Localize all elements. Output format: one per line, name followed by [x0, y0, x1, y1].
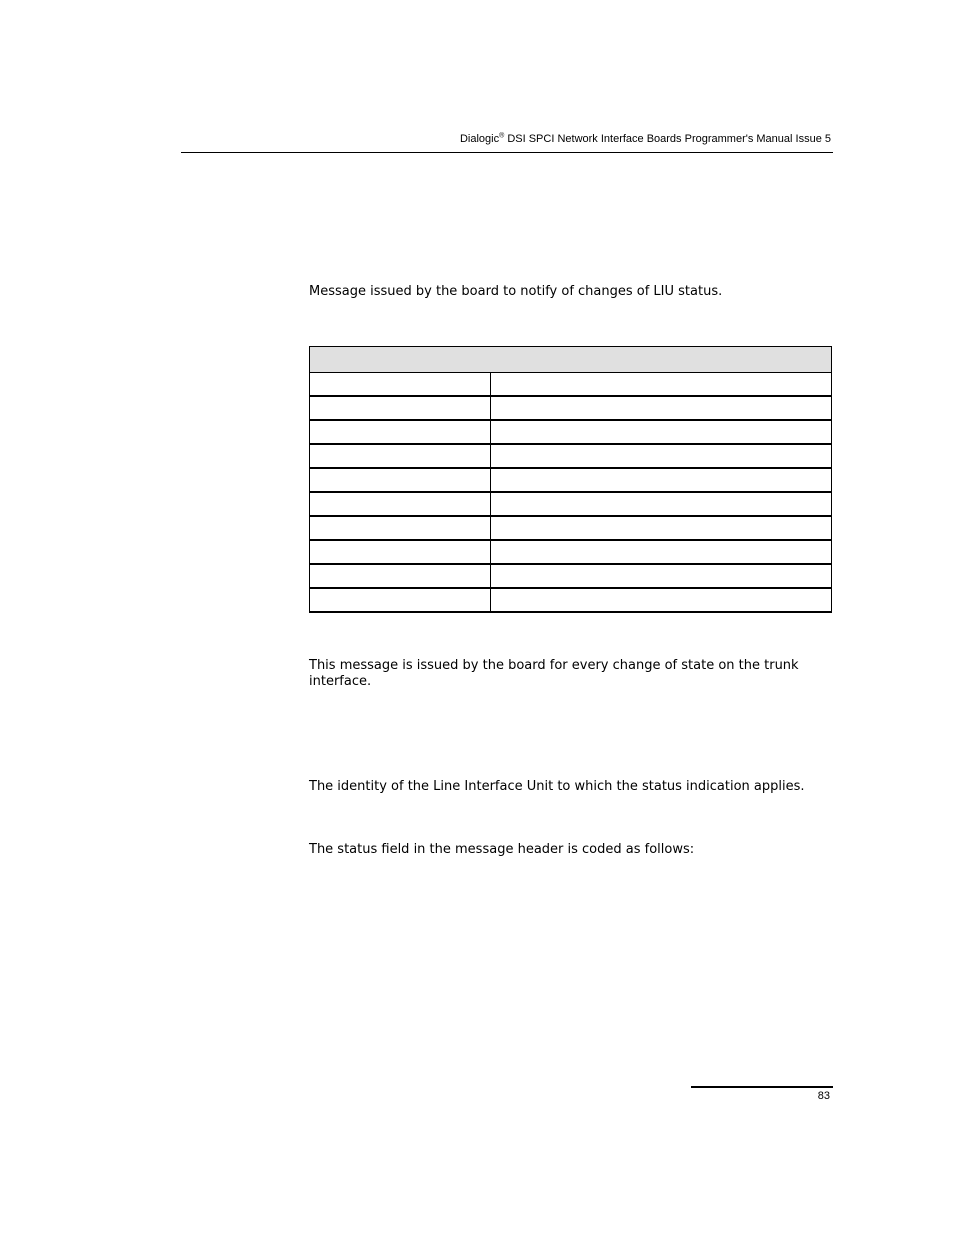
table-cell-field: [310, 564, 491, 588]
table-cell-field: [310, 516, 491, 540]
table-row: [310, 373, 832, 397]
table-cell-value: [491, 564, 832, 588]
message-format-table: [309, 346, 832, 613]
header-brand: Dialogic: [459, 133, 500, 145]
table-cell-field: [310, 396, 491, 420]
table-header-row: [310, 347, 832, 373]
header-rule: [181, 152, 833, 153]
liu-id-paragraph: The identity of the Line Interface Unit to which the status indication applies.: [309, 779, 805, 794]
intro-paragraph: Message issued by the board to notify of changes of LIU status.: [309, 284, 723, 299]
header-title: DSI SPCI Network Interface Boards Programmer's Manual Issue 5: [504, 133, 831, 145]
table-row: [310, 564, 832, 588]
table-cell-field: [310, 540, 491, 564]
footer-rule: [691, 1086, 833, 1088]
table-row: [310, 540, 832, 564]
table-row: [310, 516, 832, 540]
table-cell-value: [491, 444, 832, 468]
status-paragraph: The status field in the message header is coded as follows:: [309, 842, 695, 857]
running-header: [460, 133, 831, 145]
table-row: [310, 492, 832, 516]
table-row: [310, 420, 832, 444]
table-cell-value: [491, 516, 832, 540]
table-cell-value: [491, 540, 832, 564]
table-cell-field: [310, 492, 491, 516]
table-cell-value: [491, 468, 832, 492]
table-row: [310, 444, 832, 468]
table-cell-field: [310, 468, 491, 492]
table-cell-field: [310, 420, 491, 444]
table-cell-value: [491, 420, 832, 444]
table-cell-value: [491, 373, 832, 397]
table-row: [310, 468, 832, 492]
table-row: [310, 396, 832, 420]
registered-mark: ®: [499, 132, 505, 140]
table-cell-value: [491, 588, 832, 612]
page-number: 83: [817, 1090, 830, 1102]
table-cell-field: [310, 444, 491, 468]
description-paragraph: This message is issued by the board for every change of state on the trunk interface.: [309, 658, 799, 689]
table-cell-field: [310, 588, 491, 612]
table-cell-value: [491, 492, 832, 516]
table-cell-field: [310, 373, 491, 397]
table-header-cell: [310, 347, 832, 373]
table-row: [310, 588, 832, 612]
table-cell-value: [491, 396, 832, 420]
